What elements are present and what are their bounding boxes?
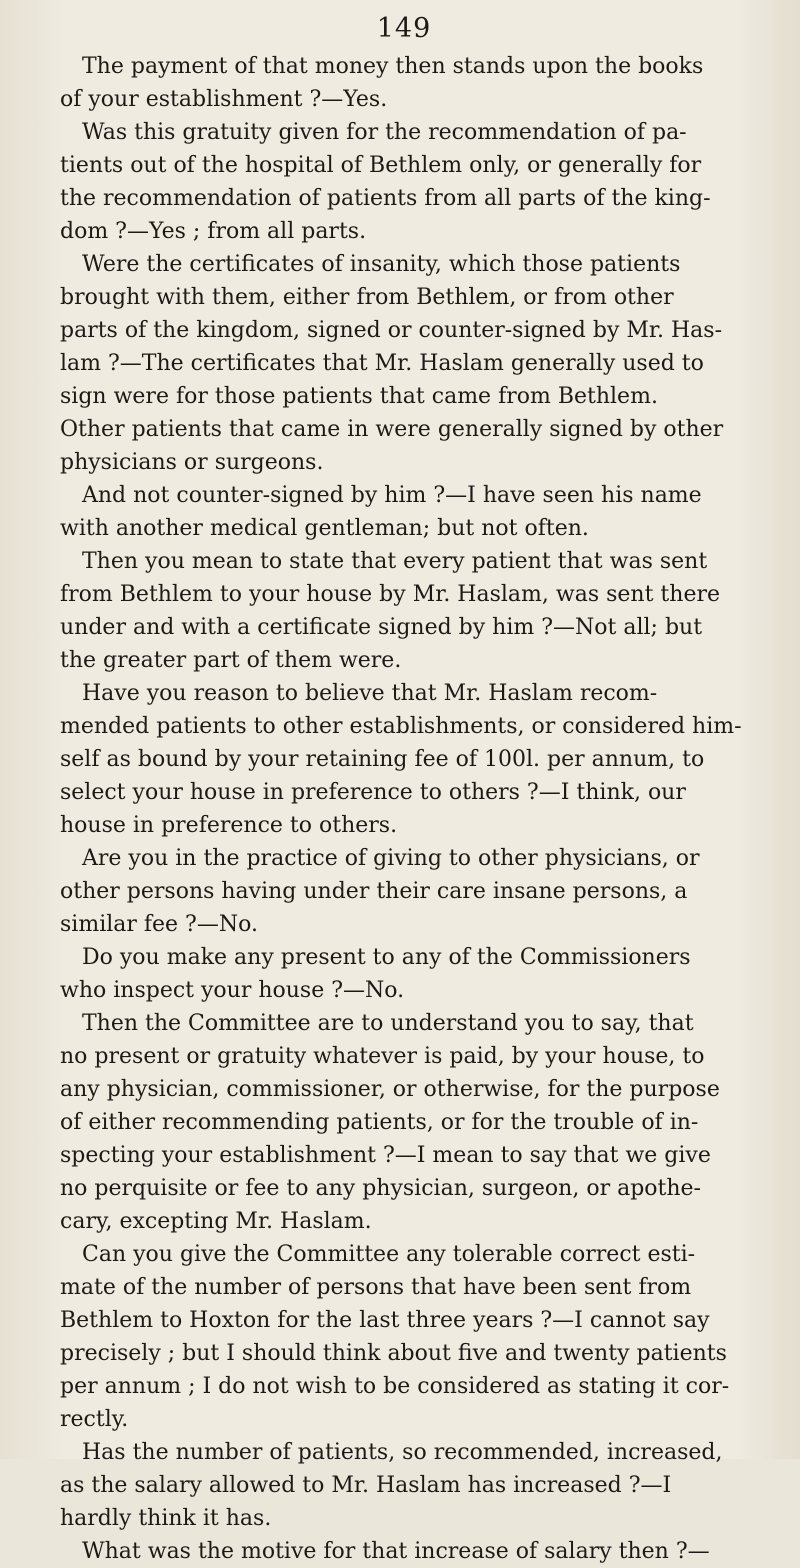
text-line: cary, excepting Mr. Haslam. bbox=[60, 1209, 372, 1234]
text-line: And not counter-signed by him ?—I have seen his name bbox=[82, 483, 702, 508]
paragraph bbox=[60, 1535, 748, 1568]
paragraph bbox=[60, 1238, 748, 1436]
text-line: Other patients that came in were generally signed by other bbox=[60, 417, 724, 442]
text-line: Can you give the Committee any tolerable correct esti- bbox=[82, 1242, 696, 1267]
text-line: Were the certificates of insanity, which those patients bbox=[82, 252, 681, 277]
text-line: precisely ; but I should think about five and twenty patients bbox=[60, 1341, 727, 1366]
text-line: self as bound by your retaining fee of 100l. per annum, to bbox=[60, 747, 705, 772]
text-line: mate of the number of persons that have been sent from bbox=[60, 1275, 692, 1300]
text-line: the greater part of them were. bbox=[60, 648, 402, 673]
text-line: as the salary allowed to Mr. Haslam has increased ?—I bbox=[60, 1473, 672, 1498]
text-line: from Bethlem to your house by Mr. Haslam, was sent there bbox=[60, 582, 720, 607]
text-line: similar fee ?—No. bbox=[60, 912, 258, 937]
text-line: who inspect your house ?—No. bbox=[60, 978, 405, 1003]
text-line: select your house in preference to others ?—I think, our bbox=[60, 780, 686, 805]
text-line: hardly think it has. bbox=[60, 1506, 272, 1531]
text-line: mended patients to other establishments, or considered him- bbox=[60, 714, 742, 739]
text-line: The payment of that money then stands upon the books bbox=[82, 54, 704, 79]
text-line: rectly. bbox=[60, 1407, 129, 1432]
text-line: tients out of the hospital of Bethlem only, or generally for bbox=[60, 153, 702, 178]
paragraph bbox=[60, 116, 748, 248]
text-line: Are you in the practice of giving to other physicians, or bbox=[82, 846, 700, 871]
text-line: physicians or surgeons. bbox=[60, 450, 324, 475]
text-line: Then the Committee are to understand you to say, that bbox=[82, 1011, 694, 1036]
text-line: of either recommending patients, or for the trouble of in- bbox=[60, 1110, 699, 1135]
paragraph bbox=[60, 50, 748, 116]
text-line: no perquisite or fee to any physician, surgeon, or apothe- bbox=[60, 1176, 701, 1201]
text-line: Then you mean to state that every patient that was sent bbox=[82, 549, 708, 574]
text-line: Do you make any present to any of the Commissioners bbox=[82, 945, 691, 970]
paragraph bbox=[60, 479, 748, 545]
text-line: Was this gratuity given for the recommendation of pa- bbox=[82, 120, 687, 145]
text-line: Has the number of patients, so recommended, increased, bbox=[82, 1440, 723, 1465]
paragraph bbox=[60, 1007, 748, 1238]
text-line: with another medical gentleman; but not often. bbox=[60, 516, 589, 541]
text-line: under and with a certificate signed by him ?—Not all; but bbox=[60, 615, 703, 640]
paragraph bbox=[60, 677, 748, 842]
text-line: other persons having under their care insane persons, a bbox=[60, 879, 688, 904]
text-line: Have you reason to believe that Mr. Haslam recom- bbox=[82, 681, 658, 706]
paragraph bbox=[60, 842, 748, 941]
body-text bbox=[60, 50, 748, 1568]
paragraph bbox=[60, 248, 748, 479]
text-line: house in preference to others. bbox=[60, 813, 398, 838]
text-line: What was the motive for that increase of salary then ?— bbox=[82, 1539, 710, 1564]
text-line: parts of the kingdom, signed or counter-signed by Mr. Has- bbox=[60, 318, 722, 343]
text-line: Bethlem to Hoxton for the last three years ?—I cannot say bbox=[60, 1308, 710, 1333]
text-line: sign were for those patients that came from Bethlem. bbox=[60, 384, 658, 409]
text-line: specting your establishment ?—I mean to say that we give bbox=[60, 1143, 711, 1168]
paragraph bbox=[60, 941, 748, 1007]
text-line: per annum ; I do not wish to be considered as stating it cor- bbox=[60, 1374, 730, 1399]
paragraph bbox=[60, 1436, 748, 1535]
text-line: dom ?—Yes ; from all parts. bbox=[60, 219, 367, 244]
text-line: lam ?—The certificates that Mr. Haslam generally used to bbox=[60, 351, 704, 376]
text-line: no present or gratuity whatever is paid, by your house, to bbox=[60, 1044, 705, 1069]
text-line: of your establishment ?—Yes. bbox=[60, 87, 388, 112]
text-line: the recommendation of patients from all parts of the king- bbox=[60, 186, 711, 211]
text-line: brought with them, either from Bethlem, or from other bbox=[60, 285, 674, 310]
page-number: 149 bbox=[376, 13, 432, 44]
paragraph bbox=[60, 545, 748, 677]
text-line: any physician, commissioner, or otherwise, for the purpose bbox=[60, 1077, 720, 1102]
